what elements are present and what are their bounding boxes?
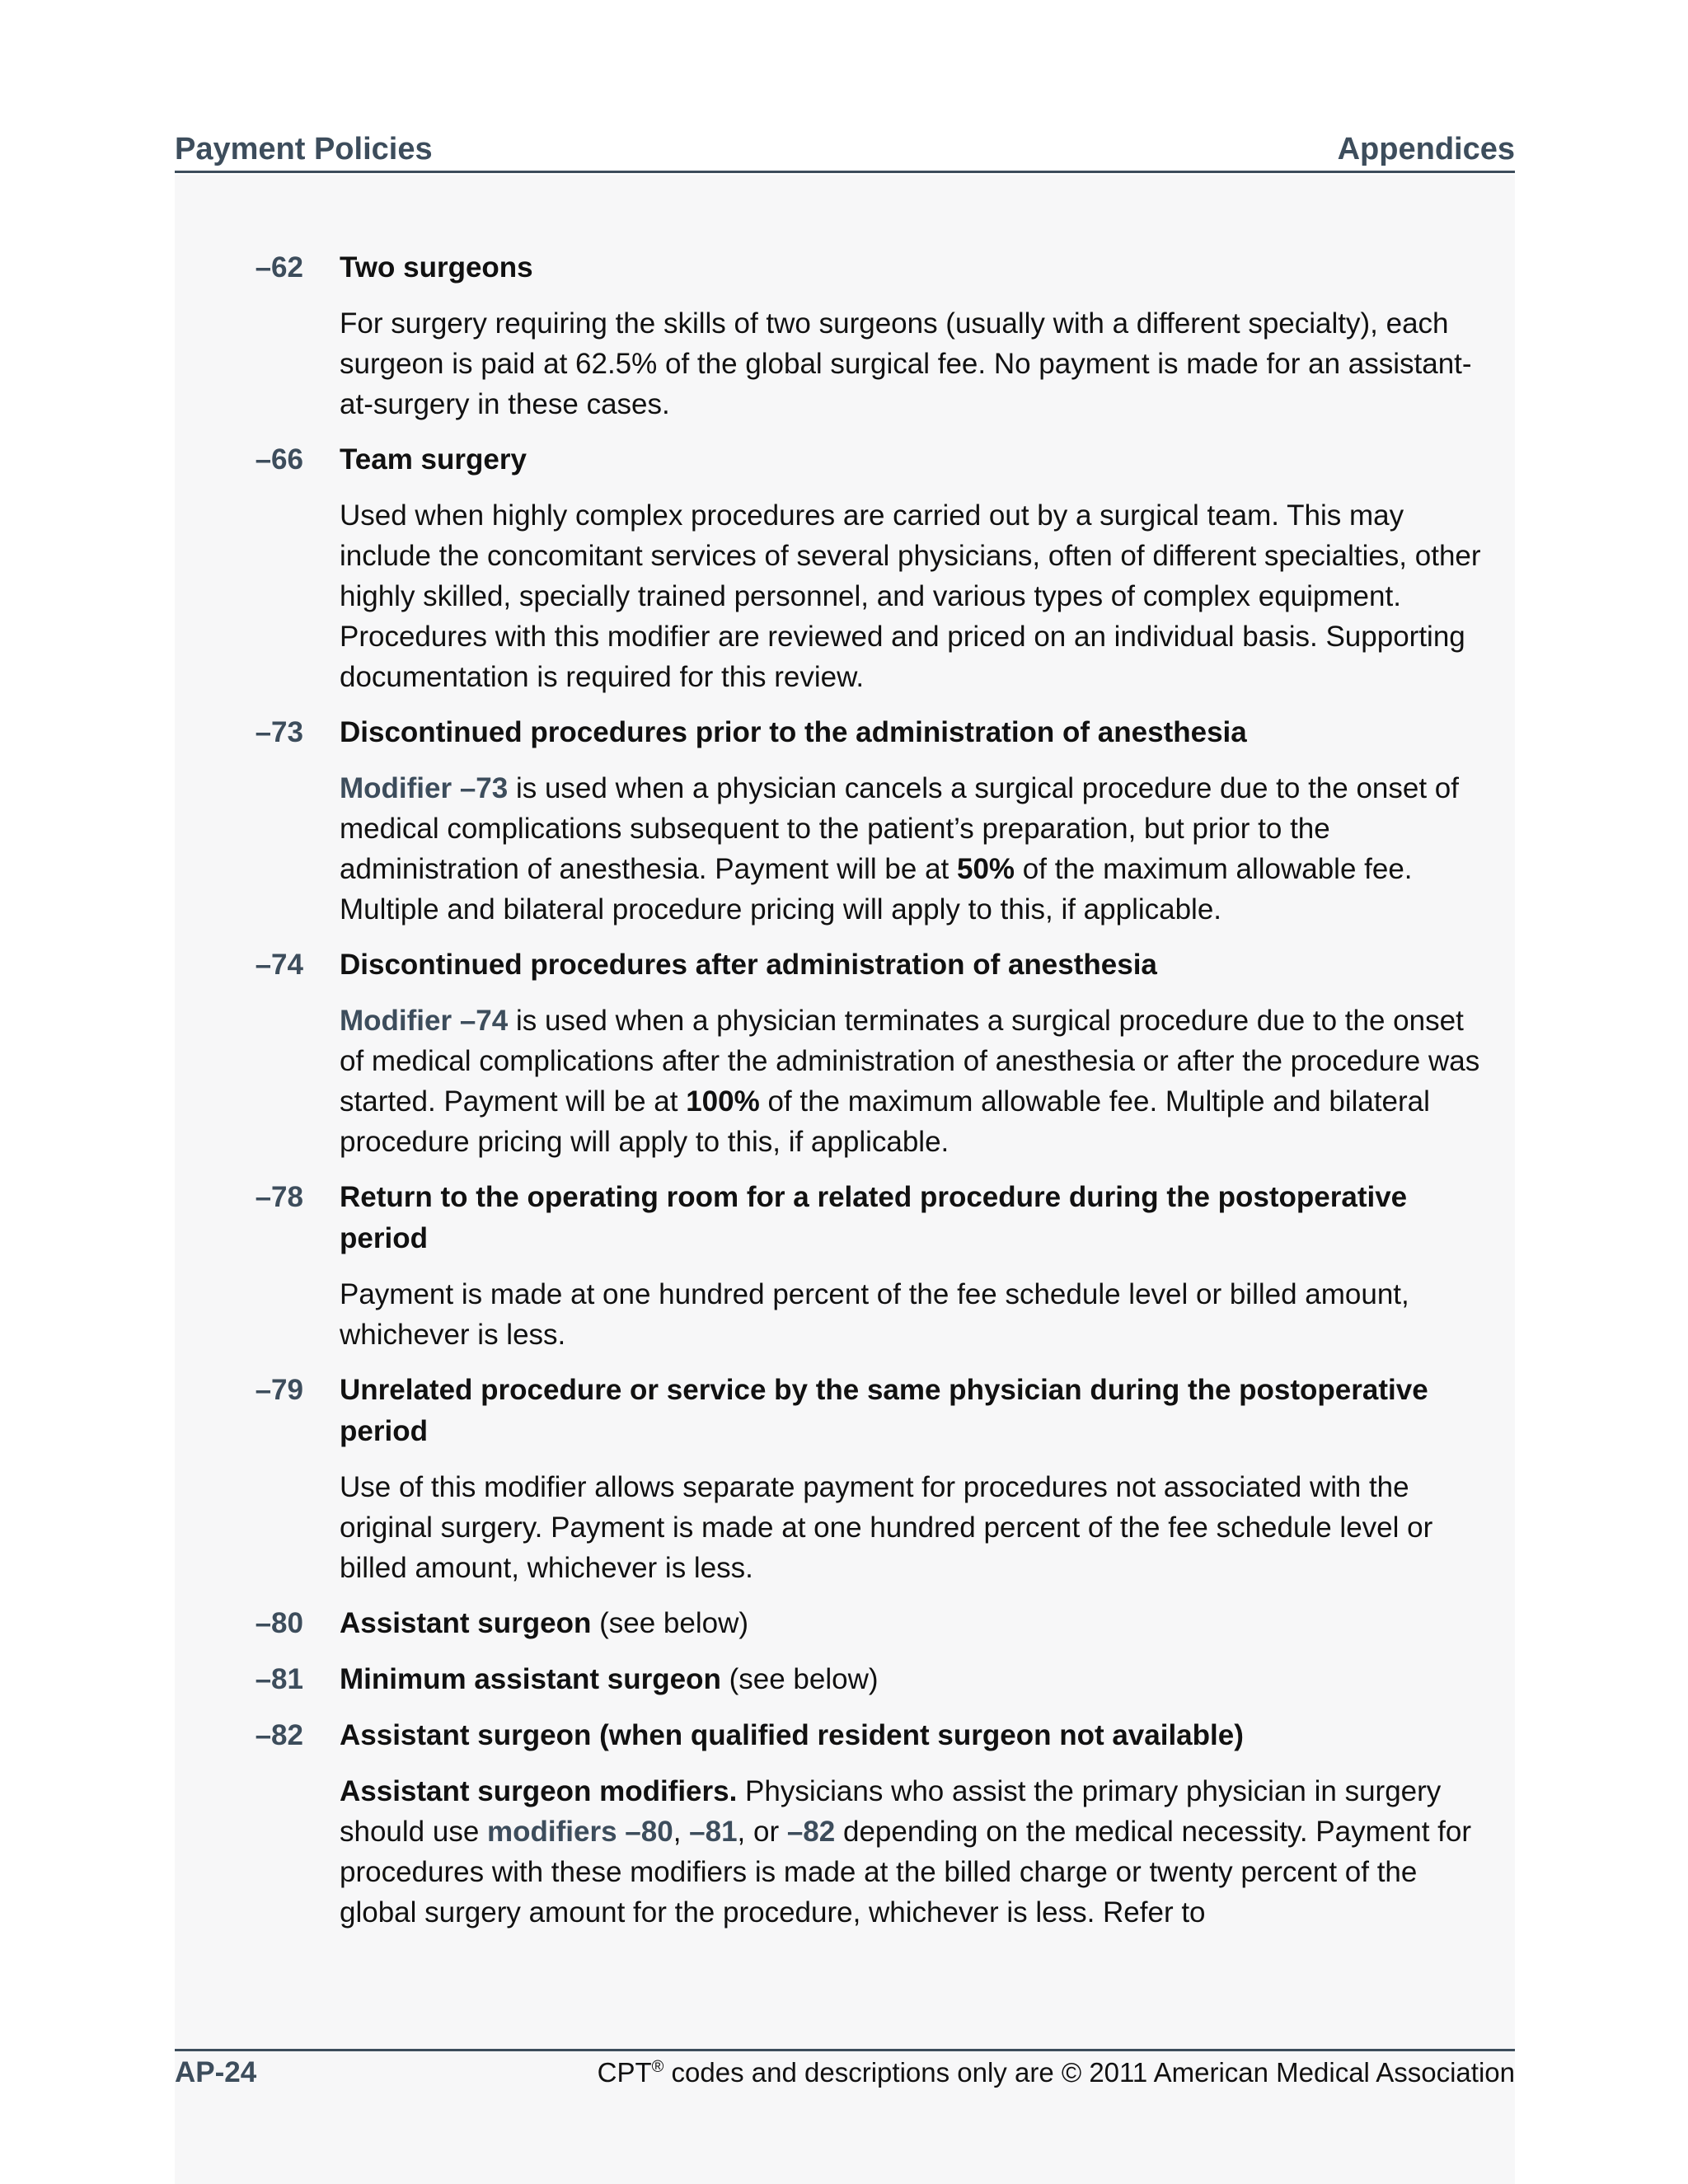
modifier-62	[175, 247, 1515, 424]
description-text: , or	[737, 1816, 787, 1848]
modifier-code: –66	[255, 443, 303, 476]
modifier-code: –80	[255, 1607, 303, 1639]
copyright-text: codes and descriptions only are © 2011 American Medical Association	[663, 2057, 1515, 2088]
modifier-description: For surgery requiring the skills of two surgeons (usually with a different specialty), each surgeon is paid at 62.5% of the global surgical fee. No payment is made for an assistant-at-surgery in these cases.	[340, 307, 1472, 420]
modifier-title-text: Assistant surgeon	[340, 1607, 592, 1639]
payment-percent: 100%	[686, 1085, 760, 1118]
registered-mark: ®	[651, 2058, 664, 2076]
modifier-description	[340, 1001, 1485, 1162]
description-lead: Assistant surgeon modifiers.	[340, 1775, 738, 1807]
modifier-74	[175, 944, 1515, 1162]
modifier-code: –82	[255, 1719, 303, 1751]
modifier-code: –62	[255, 251, 303, 284]
modifier-description: Use of this modifier allows separate payment for procedures not associated with the original surgery. Payment is made at one hundred percent of the fee schedule level or billed amount, whichever is less.	[340, 1471, 1433, 1584]
modifier-reference: –81	[689, 1816, 738, 1848]
modifier-title	[340, 1659, 1477, 1700]
description-text: is used when a physician terminates a surgical procedure due to the onset of medical complications after the administration of anesthesia or after the procedure was started. Payment will be at	[340, 1005, 1480, 1118]
modifier-list	[175, 247, 1515, 1947]
header-section-title: Payment Policies	[175, 132, 433, 166]
modifier-code: –78	[255, 1181, 303, 1213]
page-header	[175, 132, 1515, 173]
description-text: of the maximum allowable fee. Multiple and bilateral procedure pricing will apply to this, if applicable.	[340, 853, 1413, 926]
modifier-title: Discontinued procedures prior to the administration of anesthesia	[340, 716, 1247, 748]
modifier-code: –74	[255, 949, 303, 981]
modifier-description: Payment is made at one hundred percent of the fee schedule level or billed amount, whichever is less.	[340, 1278, 1409, 1351]
modifier-82	[175, 1715, 1515, 1933]
modifier-code: –81	[255, 1663, 303, 1695]
modifier-73	[175, 712, 1515, 930]
modifier-reference: –82	[786, 1816, 836, 1848]
modifier-81	[175, 1659, 1515, 1700]
modifier-title: Two surgeons	[340, 251, 533, 284]
modifier-title-note: (see below)	[720, 1663, 879, 1695]
modifier-title-text: Minimum assistant surgeon	[340, 1663, 721, 1695]
modifier-description	[340, 1771, 1485, 1933]
description-text: of the maximum allowable fee. Multiple and bilateral procedure pricing will apply to this, if applicable.	[340, 1085, 1430, 1158]
description-text: Physicians who assist the primary physician in surgery should use	[340, 1775, 1442, 1848]
page-footer	[175, 2049, 1515, 2089]
modifier-title: Discontinued procedures after administration of anesthesia	[340, 949, 1157, 981]
page-number: AP-24	[175, 2056, 257, 2088]
modifier-66	[175, 439, 1515, 697]
modifier-code: –79	[255, 1374, 303, 1406]
modifier-title: Unrelated procedure or service by the same physician during the postoperative period	[340, 1374, 1428, 1447]
modifier-title: Assistant surgeon (when qualified resident surgeon not available)	[340, 1719, 1244, 1751]
modifier-title	[340, 1603, 1477, 1644]
modifier-79	[175, 1370, 1515, 1588]
description-text: is used when a physician cancels a surgical procedure due to the onset of medical complications subsequent to the patient’s preparation, but prior to the administration of anesthesia. Payment will be at	[340, 772, 1459, 885]
copyright-notice	[598, 2057, 1515, 2088]
modifier-title: Team surgery	[340, 443, 527, 476]
payment-percent: 50%	[957, 853, 1015, 885]
modifier-title-note: (see below)	[591, 1607, 748, 1639]
modifier-code: –73	[255, 716, 303, 748]
header-appendix-title: Appendices	[1337, 132, 1515, 166]
description-text: depending on the medical necessity. Payment for procedures with these modifiers is made at the billed charge or twenty percent of the global surgery amount for the procedure, whichever is less. Refer to	[340, 1816, 1471, 1929]
cpt-label: CPT	[597, 2057, 652, 2088]
description-text: ,	[673, 1816, 690, 1848]
modifier-description	[340, 768, 1485, 930]
modifier-title: Return to the operating room for a related procedure during the postoperative period	[340, 1181, 1408, 1254]
modifier-description: Used when highly complex procedures are carried out by a surgical team. This may include the concomitant services of several physicians, often of different specialties, other highly skilled, specially trained personnel, and various types of complex equipment. Procedures with this modifier are reviewed and priced on an individual basis. Supporting documentation is required for this review.	[340, 499, 1481, 693]
modifier-78	[175, 1177, 1515, 1355]
modifier-80	[175, 1603, 1515, 1644]
modifier-reference: modifiers –80	[487, 1816, 673, 1848]
modifier-reference: Modifier –74	[340, 1005, 509, 1037]
modifier-reference: Modifier –73	[340, 772, 509, 804]
